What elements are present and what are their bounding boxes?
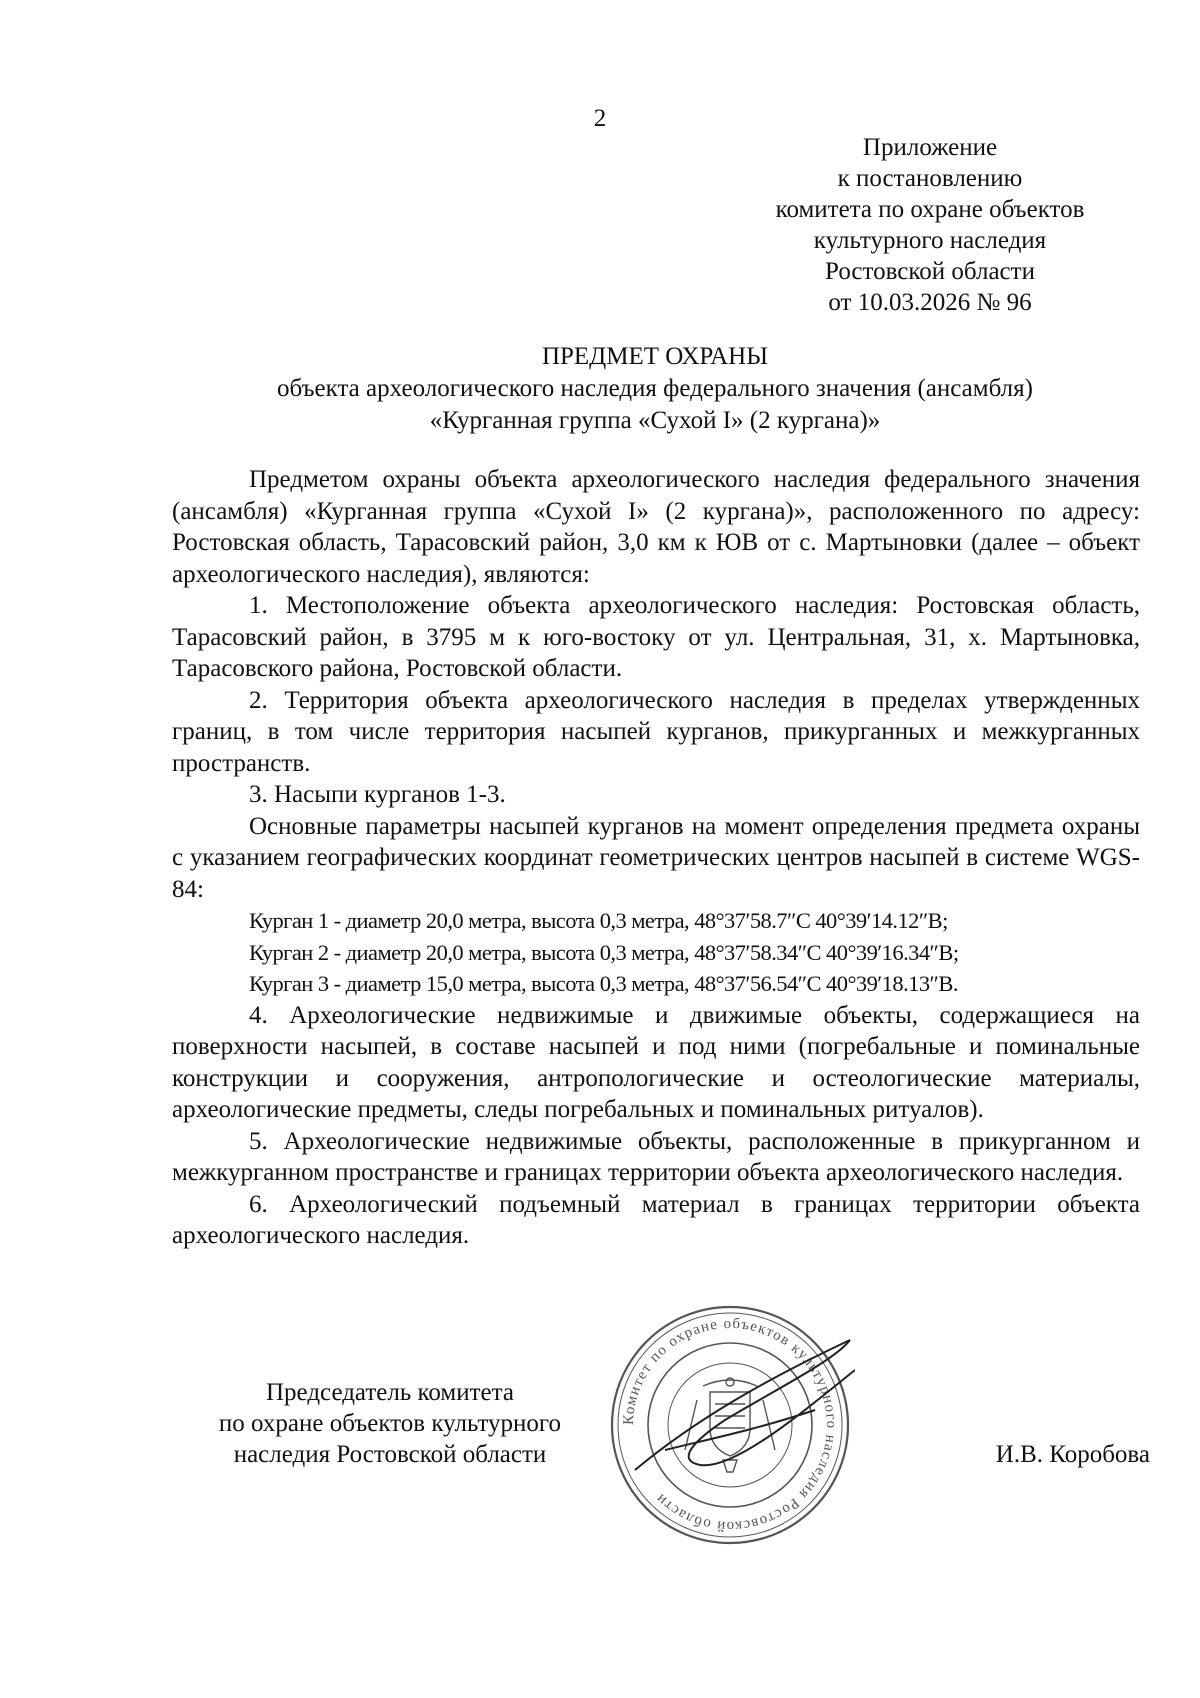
paragraph-intro: Предметом охраны объекта археологического наследия федерального значения (ансамбля) «Курганная группа «Сухой I» (2 кургана)», расположенного по адресу: Ростовская область, Тарасовский район, 3,0 км к ЮВ от с. Мартыновки (далее – объект археологического наследия), являются: [172, 466, 1140, 588]
appendix-line: культурного наследия [813, 227, 1047, 254]
paragraph-item-3: 3. Насыпи курганов 1-3. [249, 781, 506, 808]
title-subheading: «Курганная группа «Сухой I» (2 кургана)» [429, 407, 881, 434]
appendix-line: Приложение [862, 134, 998, 161]
signatory-position-line: наследия Ростовской области [233, 1441, 547, 1468]
signatory-name: И.В. Коробова [995, 1441, 1150, 1468]
paragraph-params: Основные параметры насыпей курганов на момент определения предмета охраны с указанием географических координат геометрических центров насыпей в системе WGS-84: [172, 812, 1140, 903]
seal-text: Комитет по охране объектов культурного наследия Ростовской области [620, 1315, 840, 1535]
svg-text:Комитет по охране объектов кул [621, 1316, 839, 1534]
title-subheading: объекта археологического наследия федерального значения (ансамбля) [277, 375, 1033, 402]
paragraph-item-2: 2. Территория объекта археологического наследия в пределах утвержденных границ, в том числе территория насыпей курганов, прикурганных и межкурганных пространств. [172, 686, 1140, 777]
document-title [170, 341, 1140, 437]
paragraph-item-4: 4. Археологические недвижимые и движимые объекты, содержащиеся на поверхности насыпей, в составе насыпей и под ними (погребальные и поминальные конструкции и сооружения, антропологические и остеологические материалы, археологические предметы, следы погребальных и поминальных ритуалов). [172, 1001, 1140, 1123]
signatory-position-line: Председатель комитета [266, 1379, 514, 1406]
paragraph-item-5: 5. Археологические недвижимые объекты, расположенные в прикурганном и межкурганном пространстве и границах территории объекта археологического наследия. [172, 1127, 1140, 1186]
appendix-line: от 10.03.2026 № 96 [828, 289, 1032, 316]
kurgan-1-coordinates: Курган 1 - диаметр 20,0 метра, высота 0,3 метра, 48°37′58.7″С 40°39′14.12″В; [249, 908, 948, 933]
kurgan-3-coordinates: Курган 3 - диаметр 15,0 метра, высота 0,3 метра, 48°37′56.54″С 40°39′18.13″В. [249, 971, 958, 996]
paragraph-item-6: 6. Археологический подъемный материал в границах территории объекта археологического наследия. [172, 1190, 1140, 1249]
official-seal-icon [605, 1300, 855, 1550]
appendix-line: к постановлению [837, 165, 1023, 192]
signatory-position [170, 1377, 610, 1470]
appendix-line: комитета по охране объектов [775, 196, 1085, 223]
appendix-line: Ростовской области [825, 258, 1035, 285]
signatory-position-line: по охране объектов культурного [218, 1410, 562, 1437]
title-heading: ПРЕДМЕТ ОХРАНЫ [541, 343, 769, 370]
document-body [172, 464, 1140, 1252]
appendix-block [740, 132, 1120, 318]
page-number: 2 [593, 105, 607, 132]
kurgan-2-coordinates: Курган 2 - диаметр 20,0 метра, высота 0,3 метра, 48°37′58.34″С 40°39′16.34″В; [249, 939, 959, 965]
paragraph-item-1: 1. Местоположение объекта археологического наследия: Ростовская область, Тарасовский район, в 3795 м к юго-востоку от ул. Центральная, 31, х. Мартыновка, Тарасовского района, Ростовской области. [172, 592, 1140, 682]
